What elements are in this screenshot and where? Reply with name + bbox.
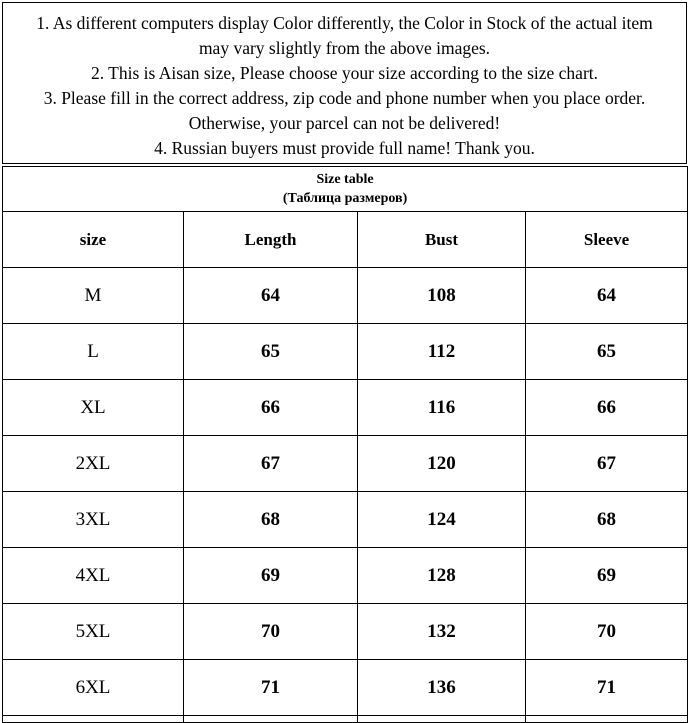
table-row [3,660,688,716]
sleeve-cell: 70 [526,604,688,660]
sleeve-cell: 67 [526,436,688,492]
table-row [3,492,688,548]
table-title-row [3,167,688,212]
length-cell: 68 [184,492,358,548]
bust-cell: 136 [358,660,526,716]
table-row [3,324,688,380]
bust-cell: 124 [358,492,526,548]
table-row [3,548,688,604]
length-cell: 64 [184,268,358,324]
note-line: 1. As different computers display Color differently, the Color in Stock of the actual item [36,13,653,33]
bust-cell: 128 [358,548,526,604]
table-row [3,604,688,660]
table-row [3,380,688,436]
bust-cell: 112 [358,324,526,380]
note-line: 2. This is Aisan size, Please choose your size according to the size chart. [90,63,599,83]
note-line: Otherwise, your parcel can not be delivered! [188,113,501,133]
size-cell: 3XL [3,492,184,548]
sleeve-cell: 71 [526,660,688,716]
bust-cell: 116 [358,380,526,436]
sleeve-cell: 66 [526,380,688,436]
table-title-cell [3,167,688,212]
header-bust: Bust [358,212,526,268]
table-header-row [3,212,688,268]
table-row [3,436,688,492]
length-cell: 66 [184,380,358,436]
size-cell: L [3,324,184,380]
table-title: Size table [316,172,374,187]
size-cell: XL [3,380,184,436]
size-cell: 5XL [3,604,184,660]
header-size: size [3,212,184,268]
length-cell: 69 [184,548,358,604]
sleeve-cell: 64 [526,268,688,324]
table-subtitle: (Таблица размеров) [282,191,408,206]
table-row-partial [3,716,688,723]
sleeve-cell: 65 [526,324,688,380]
length-cell: 65 [184,324,358,380]
length-cell: 67 [184,436,358,492]
bust-cell: 132 [358,604,526,660]
header-length: Length [184,212,358,268]
size-cell: 6XL [3,660,184,716]
length-cell: 71 [184,660,358,716]
note-line: 4. Russian buyers must provide full name! Thank you. [154,138,535,158]
bust-cell: 120 [358,436,526,492]
note-line: 3. Please fill in the correct address, zip code and phone number when you place order. [43,88,646,108]
empty-cell [358,716,526,723]
sleeve-cell: 68 [526,492,688,548]
empty-cell [526,716,688,723]
notes-box [2,2,687,164]
bust-cell: 108 [358,268,526,324]
size-cell: 2XL [3,436,184,492]
sleeve-cell: 69 [526,548,688,604]
length-cell: 70 [184,604,358,660]
table-row [3,268,688,324]
size-cell: M [3,268,184,324]
empty-cell [184,716,358,723]
size-table [2,166,688,723]
size-cell: 4XL [3,548,184,604]
header-sleeve: Sleeve [526,212,688,268]
empty-cell [3,716,184,723]
note-line: may vary slightly from the above images. [198,38,491,58]
